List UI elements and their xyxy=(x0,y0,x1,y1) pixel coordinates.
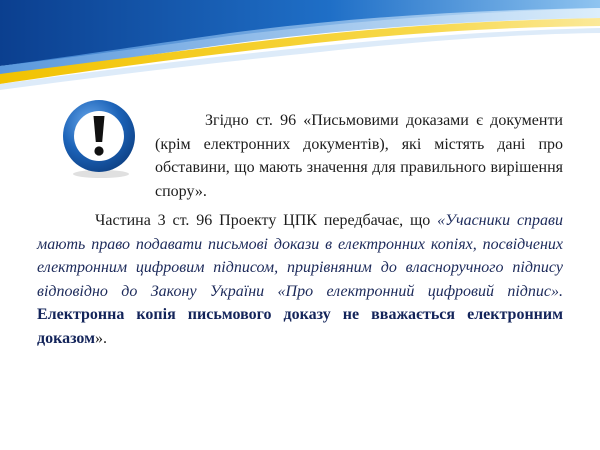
draft-code-quote-bold: Електронна копія письмового доказу не вважається електронним доказом xyxy=(37,306,563,347)
article-96-quote: «Письмовими доказами є документи (крім електронних документів), які містять дані про обставини, що мають значення для правильного вирішення спору». xyxy=(155,112,563,200)
exclamation-in-ring-icon xyxy=(58,97,140,179)
warning-badge xyxy=(58,97,140,179)
quote-paragraph-art-96 xyxy=(155,109,563,203)
draft-code-closing: ». xyxy=(95,329,107,347)
draft-code-intro: Частина 3 ст. 96 Проекту ЦПК передбачає, що xyxy=(95,212,438,229)
article-reference: Згідно ст. 96 xyxy=(205,112,304,129)
draft-code-quote-italic: «Учасники справи мають право подавати письмові докази в електронних копіях, посвідчених електронним цифровим підписом, прирівняним до власноручного підпису відповідно до Закону України «Про електронний цифровий підпис». xyxy=(37,212,563,300)
header-wave-decoration xyxy=(0,0,600,100)
draft-code-paragraph xyxy=(37,209,563,351)
